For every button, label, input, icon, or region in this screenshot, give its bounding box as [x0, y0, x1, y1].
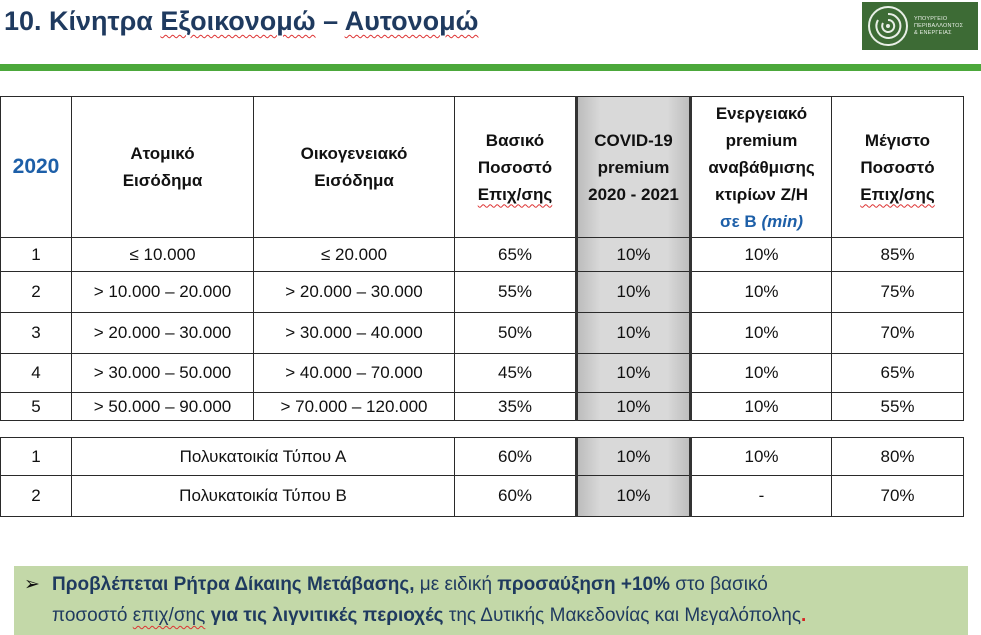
energy-premium-cell: 10%	[691, 313, 832, 354]
table-row	[1, 272, 964, 313]
row-number: 4	[1, 354, 72, 393]
basic-rate-cell: 60%	[455, 476, 577, 517]
header-family-income	[254, 97, 455, 238]
energy-premium-cell: 10%	[691, 354, 832, 393]
header-text: COVID-19	[594, 130, 673, 150]
max-rate-cell: 65%	[832, 354, 964, 393]
note-text: με ειδική	[414, 574, 498, 595]
title-prefix: 10. Κίνητρα	[4, 6, 161, 36]
title-separator: –	[315, 6, 345, 36]
note-period: .	[801, 605, 807, 626]
bullet-arrow-icon: ➢	[24, 574, 40, 595]
note-bold: προσαύξηση +10%	[497, 574, 671, 595]
note-text: στο βασικό	[670, 574, 768, 595]
header-year	[1, 97, 72, 238]
basic-rate-cell: 60%	[455, 438, 577, 476]
header-text: 2020 - 2021	[588, 184, 679, 204]
basic-rate-cell: 55%	[455, 272, 577, 313]
covid-premium-cell: 10%	[577, 354, 691, 393]
header-divider	[0, 64, 981, 71]
table-header-row	[1, 97, 964, 238]
logo-text-line: & ΕΝΕΡΓΕΙΑΣ	[914, 29, 952, 36]
energy-premium-cell: 10%	[691, 438, 832, 476]
ministry-logo	[862, 2, 978, 50]
header-text: Εισόδημα	[314, 171, 394, 190]
title-word-exoikonomo: Εξοικονομώ	[160, 6, 316, 36]
covid-premium-cell: 10%	[577, 272, 691, 313]
note-text: ποσοστό	[52, 605, 133, 626]
basic-rate-cell: 45%	[455, 354, 577, 393]
header-text: Επιχ/σης	[860, 184, 935, 204]
max-rate-cell: 55%	[832, 393, 964, 421]
individual-income-cell: > 30.000 – 50.000	[72, 354, 254, 393]
max-rate-cell: 70%	[832, 313, 964, 354]
family-income-cell: ≤ 20.000	[254, 238, 455, 272]
title-word-autonomo: Αυτονομώ	[344, 6, 479, 36]
family-income-cell: > 40.000 – 70.000	[254, 354, 455, 393]
table-row	[1, 438, 964, 476]
row-number: 5	[1, 393, 72, 421]
basic-rate-cell: 65%	[455, 238, 577, 272]
family-income-cell: > 70.000 – 120.000	[254, 393, 455, 421]
logo-text-line: ΥΠΟΥΡΓΕΙΟ	[914, 15, 948, 22]
logo-text-line: ΠΕΡΙΒΑΛΛΟΝΤΟΣ	[914, 22, 964, 29]
note-bold: για τις λιγνιτικές περιοχές	[205, 605, 444, 626]
row-number: 1	[1, 438, 72, 476]
table-row	[1, 476, 964, 517]
covid-premium-cell: 10%	[577, 238, 691, 272]
max-rate-cell: 85%	[832, 238, 964, 272]
max-rate-cell: 75%	[832, 272, 964, 313]
family-income-cell: > 30.000 – 40.000	[254, 313, 455, 354]
basic-rate-cell: 50%	[455, 313, 577, 354]
header-text: αναβάθμισης	[708, 157, 815, 177]
header-text: κτιρίων Ζ/Η	[715, 184, 808, 204]
header-text: premium	[597, 157, 670, 177]
note-bold: Προβλέπεται Ρήτρα Δίκαιης Μετάβασης,	[52, 574, 415, 595]
row-number: 3	[1, 313, 72, 354]
max-rate-cell: 70%	[832, 476, 964, 517]
note-text: επιχ/σης	[132, 605, 206, 626]
header-text: Βασικό	[485, 130, 545, 150]
header-text: Οικογενειακό	[300, 144, 408, 163]
building-type-cell: Πολυκατοικία Τύπου Α	[72, 438, 455, 476]
header-text: Ενεργειακό	[715, 103, 808, 123]
covid-premium-cell: 10%	[577, 393, 691, 421]
header-covid-premium	[577, 97, 691, 238]
year-label: 2020	[12, 155, 60, 178]
row-number: 2	[1, 476, 72, 517]
logo-text	[914, 16, 963, 37]
header-energy-premium	[691, 97, 832, 238]
individual-income-cell: ≤ 10.000	[72, 238, 254, 272]
header-text: σε Β	[720, 211, 762, 231]
just-transition-note	[14, 566, 968, 635]
header-text: Μέγιστο	[864, 130, 931, 150]
table-row	[1, 393, 964, 421]
energy-premium-cell: 10%	[691, 272, 832, 313]
max-rate-cell: 80%	[832, 438, 964, 476]
covid-premium-cell: 10%	[577, 313, 691, 354]
apartment-building-table	[0, 437, 964, 517]
header-basic-rate	[455, 97, 577, 238]
energy-premium-cell: 10%	[691, 238, 832, 272]
page-title	[4, 6, 478, 37]
header-text: Ατομικό	[130, 144, 195, 163]
header-text: premium	[725, 130, 798, 150]
header-individual-income	[72, 97, 254, 238]
table-row	[1, 313, 964, 354]
individual-income-cell: > 20.000 – 30.000	[72, 313, 254, 354]
header-text: Ποσοστό	[477, 157, 553, 177]
basic-rate-cell: 35%	[455, 393, 577, 421]
family-income-cell: > 20.000 – 30.000	[254, 272, 455, 313]
covid-premium-cell: 10%	[577, 476, 691, 517]
header-text: Επιχ/σης	[477, 184, 553, 204]
header-text: (min)	[761, 211, 803, 231]
note-line	[24, 569, 968, 600]
header-text: Ποσοστό	[860, 157, 935, 177]
energy-premium-cell: 10%	[691, 393, 832, 421]
header-max-rate	[832, 97, 964, 238]
table-row	[1, 354, 964, 393]
note-text: της Δυτικής Μακεδονίας και Μεγαλόπολης	[443, 605, 801, 626]
header-text: Εισόδημα	[122, 171, 203, 190]
building-type-cell: Πολυκατοικία Τύπου Β	[72, 476, 455, 517]
energy-premium-cell: -	[691, 476, 832, 517]
table-row	[1, 238, 964, 272]
row-number: 1	[1, 238, 72, 272]
note-line	[24, 600, 968, 631]
incentive-table	[0, 96, 964, 421]
ministry-emblem-icon	[866, 4, 910, 48]
row-number: 2	[1, 272, 72, 313]
individual-income-cell: > 50.000 – 90.000	[72, 393, 254, 421]
covid-premium-cell: 10%	[577, 438, 691, 476]
individual-income-cell: > 10.000 – 20.000	[72, 272, 254, 313]
